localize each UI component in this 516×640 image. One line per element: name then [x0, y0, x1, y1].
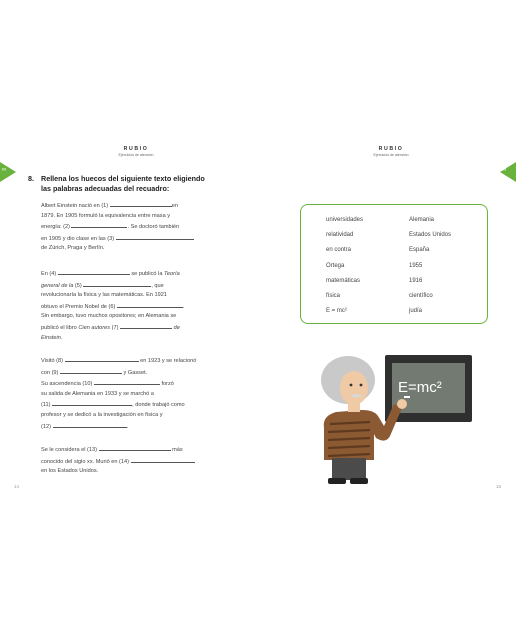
- blank-14[interactable]: [131, 456, 195, 463]
- text-segment: forzó: [161, 381, 174, 388]
- text-line: su salida de Alemania en 1933 y se marchó a: [41, 390, 154, 397]
- text-line: 1879. En 1905 formuló la equivalencia entre masa y: [41, 212, 171, 219]
- blank-6[interactable]: [117, 301, 183, 308]
- paragraph-4: [41, 444, 241, 477]
- blank-10[interactable]: [94, 378, 160, 385]
- word-item: física: [326, 293, 341, 300]
- blank-13[interactable]: [99, 444, 171, 451]
- text-segment: , donde trabajó como: [132, 402, 185, 409]
- word-column-1: [326, 213, 363, 319]
- text-line: [41, 367, 241, 379]
- text-line: [41, 456, 241, 468]
- blank-1[interactable]: [110, 200, 172, 207]
- blank-9[interactable]: [60, 367, 122, 374]
- text-line: [41, 233, 241, 245]
- blank-7[interactable]: [120, 322, 172, 329]
- text-segment: (11): [41, 402, 51, 409]
- text-line: [41, 200, 241, 212]
- text-line: Sin embargo, tuvo muchos opositores; en Alemania se: [41, 313, 177, 320]
- text-segment: Su ascendencia (10): [41, 381, 93, 388]
- text-segment: más: [172, 447, 183, 453]
- text-segment: general de la: [41, 282, 74, 289]
- text-line: [41, 268, 241, 280]
- glasses-icon: ∞: [502, 167, 507, 173]
- text-line: [41, 421, 241, 433]
- text-segment: con (9): [41, 369, 59, 376]
- word-item: Estados Unidos: [409, 232, 452, 239]
- text-segment: (5): [74, 282, 82, 289]
- text-line: [41, 301, 241, 313]
- blank-5[interactable]: [83, 280, 151, 287]
- text-segment: (12): [41, 423, 51, 430]
- word-column-2: [409, 213, 451, 319]
- figure-shoe: [328, 478, 346, 484]
- text-line: revolucionaría la física y las matemáticas. En 1921: [41, 292, 167, 299]
- text-segment: en 1905 y dio clase en las (3): [41, 235, 115, 242]
- instruction-line-2: las palabras adecuadas del recuadro:: [41, 184, 170, 193]
- text-segment: . Se doctoró también: [127, 224, 180, 231]
- text-segment: , que: [151, 282, 164, 289]
- text-segment: Visitó (8): [41, 358, 63, 364]
- text-line: [41, 355, 241, 367]
- text-segment: conocido del siglo xx. Murió en (14): [41, 458, 129, 465]
- text-segment: de: [173, 324, 180, 331]
- blank-4[interactable]: [58, 268, 130, 275]
- page-number-right: 15: [496, 484, 502, 489]
- text-segment: .: [182, 303, 185, 310]
- text-segment: se publicó la: [131, 271, 163, 277]
- word-item: científico: [409, 293, 433, 300]
- blackboard-formula: E=mc²: [398, 379, 442, 396]
- text-segment: En (4): [41, 271, 57, 277]
- paragraph-2: [41, 268, 241, 343]
- brand-subtitle: Ejercicios de atención: [118, 153, 154, 157]
- text-segment: en 1923 y se relacionó: [140, 358, 197, 364]
- figure-neck: [348, 402, 360, 412]
- exercise-instruction: [28, 174, 233, 194]
- text-segment: obtuvo el Premio Nobel de (6): [41, 303, 116, 310]
- blank-11[interactable]: [52, 399, 132, 406]
- brand-name: RUBIO: [123, 146, 149, 152]
- text-line: [41, 378, 241, 390]
- text-line: [41, 280, 241, 292]
- text-line: [41, 322, 241, 334]
- text-segment: Se le considera el (13): [41, 447, 97, 453]
- text-line: [41, 221, 241, 233]
- figure-face: [340, 371, 368, 405]
- blank-3[interactable]: [116, 233, 194, 240]
- text-segment: energía: (2): [41, 224, 70, 231]
- word-item: Alemania: [409, 217, 435, 223]
- word-item: 1955: [409, 262, 423, 269]
- word-item: judía: [409, 308, 423, 315]
- text-segment: Cien autores: [78, 324, 111, 331]
- blank-12[interactable]: [53, 421, 127, 428]
- text-line: [41, 399, 241, 411]
- text-line: en los Estados Unidos.: [41, 468, 99, 475]
- word-item: en contra: [326, 247, 352, 254]
- paragraph-1: [41, 200, 241, 254]
- instruction-line-1: Rellena los huecos del siguiente texto eligiendo: [41, 174, 205, 183]
- text-line: [41, 444, 241, 456]
- text-segment: (7): [111, 324, 119, 331]
- brand-header-right: [361, 146, 421, 157]
- glasses-icon: ∞: [2, 167, 7, 173]
- blank-8[interactable]: [65, 355, 139, 362]
- word-item: matemáticas: [326, 277, 361, 284]
- figure-eye: [350, 384, 353, 387]
- brand-subtitle: Ejercicios de atención: [373, 153, 409, 157]
- word-item: relatividad: [326, 232, 354, 239]
- text-line: Einstein.: [41, 334, 63, 341]
- brand-name: RUBIO: [378, 146, 404, 152]
- exercise-number: 8.: [28, 174, 34, 183]
- chalk: [404, 396, 410, 398]
- text-line: de Zúrich, Praga y Berlín.: [41, 245, 105, 252]
- word-item: España: [409, 247, 430, 254]
- page-number-left: 14: [14, 484, 20, 489]
- brand-header-left: [106, 146, 166, 157]
- word-item: 1916: [409, 277, 423, 284]
- figure-hand: [397, 399, 407, 409]
- paragraph-3: [41, 355, 241, 432]
- text-segment: Teoría: [164, 271, 180, 277]
- text-segment: publicó el libro: [41, 324, 77, 331]
- word-item: Ortega: [326, 262, 345, 269]
- text-segment: y Gasset.: [123, 369, 148, 376]
- text-segment: Albert Einstein nació en (1): [41, 203, 109, 209]
- einstein-illustration: [310, 350, 480, 490]
- figure-pants: [332, 458, 366, 480]
- figure-eye: [360, 384, 363, 387]
- text-line: profesor y se dedicó a la investigación en física y: [41, 411, 163, 418]
- word-item: E = mc²: [326, 308, 347, 315]
- text-segment: en: [171, 203, 178, 209]
- text-segment: .: [126, 423, 129, 430]
- word-box: [300, 204, 488, 324]
- word-item: universidades: [326, 217, 364, 223]
- figure-shoe: [350, 478, 368, 484]
- blank-2[interactable]: [71, 221, 127, 228]
